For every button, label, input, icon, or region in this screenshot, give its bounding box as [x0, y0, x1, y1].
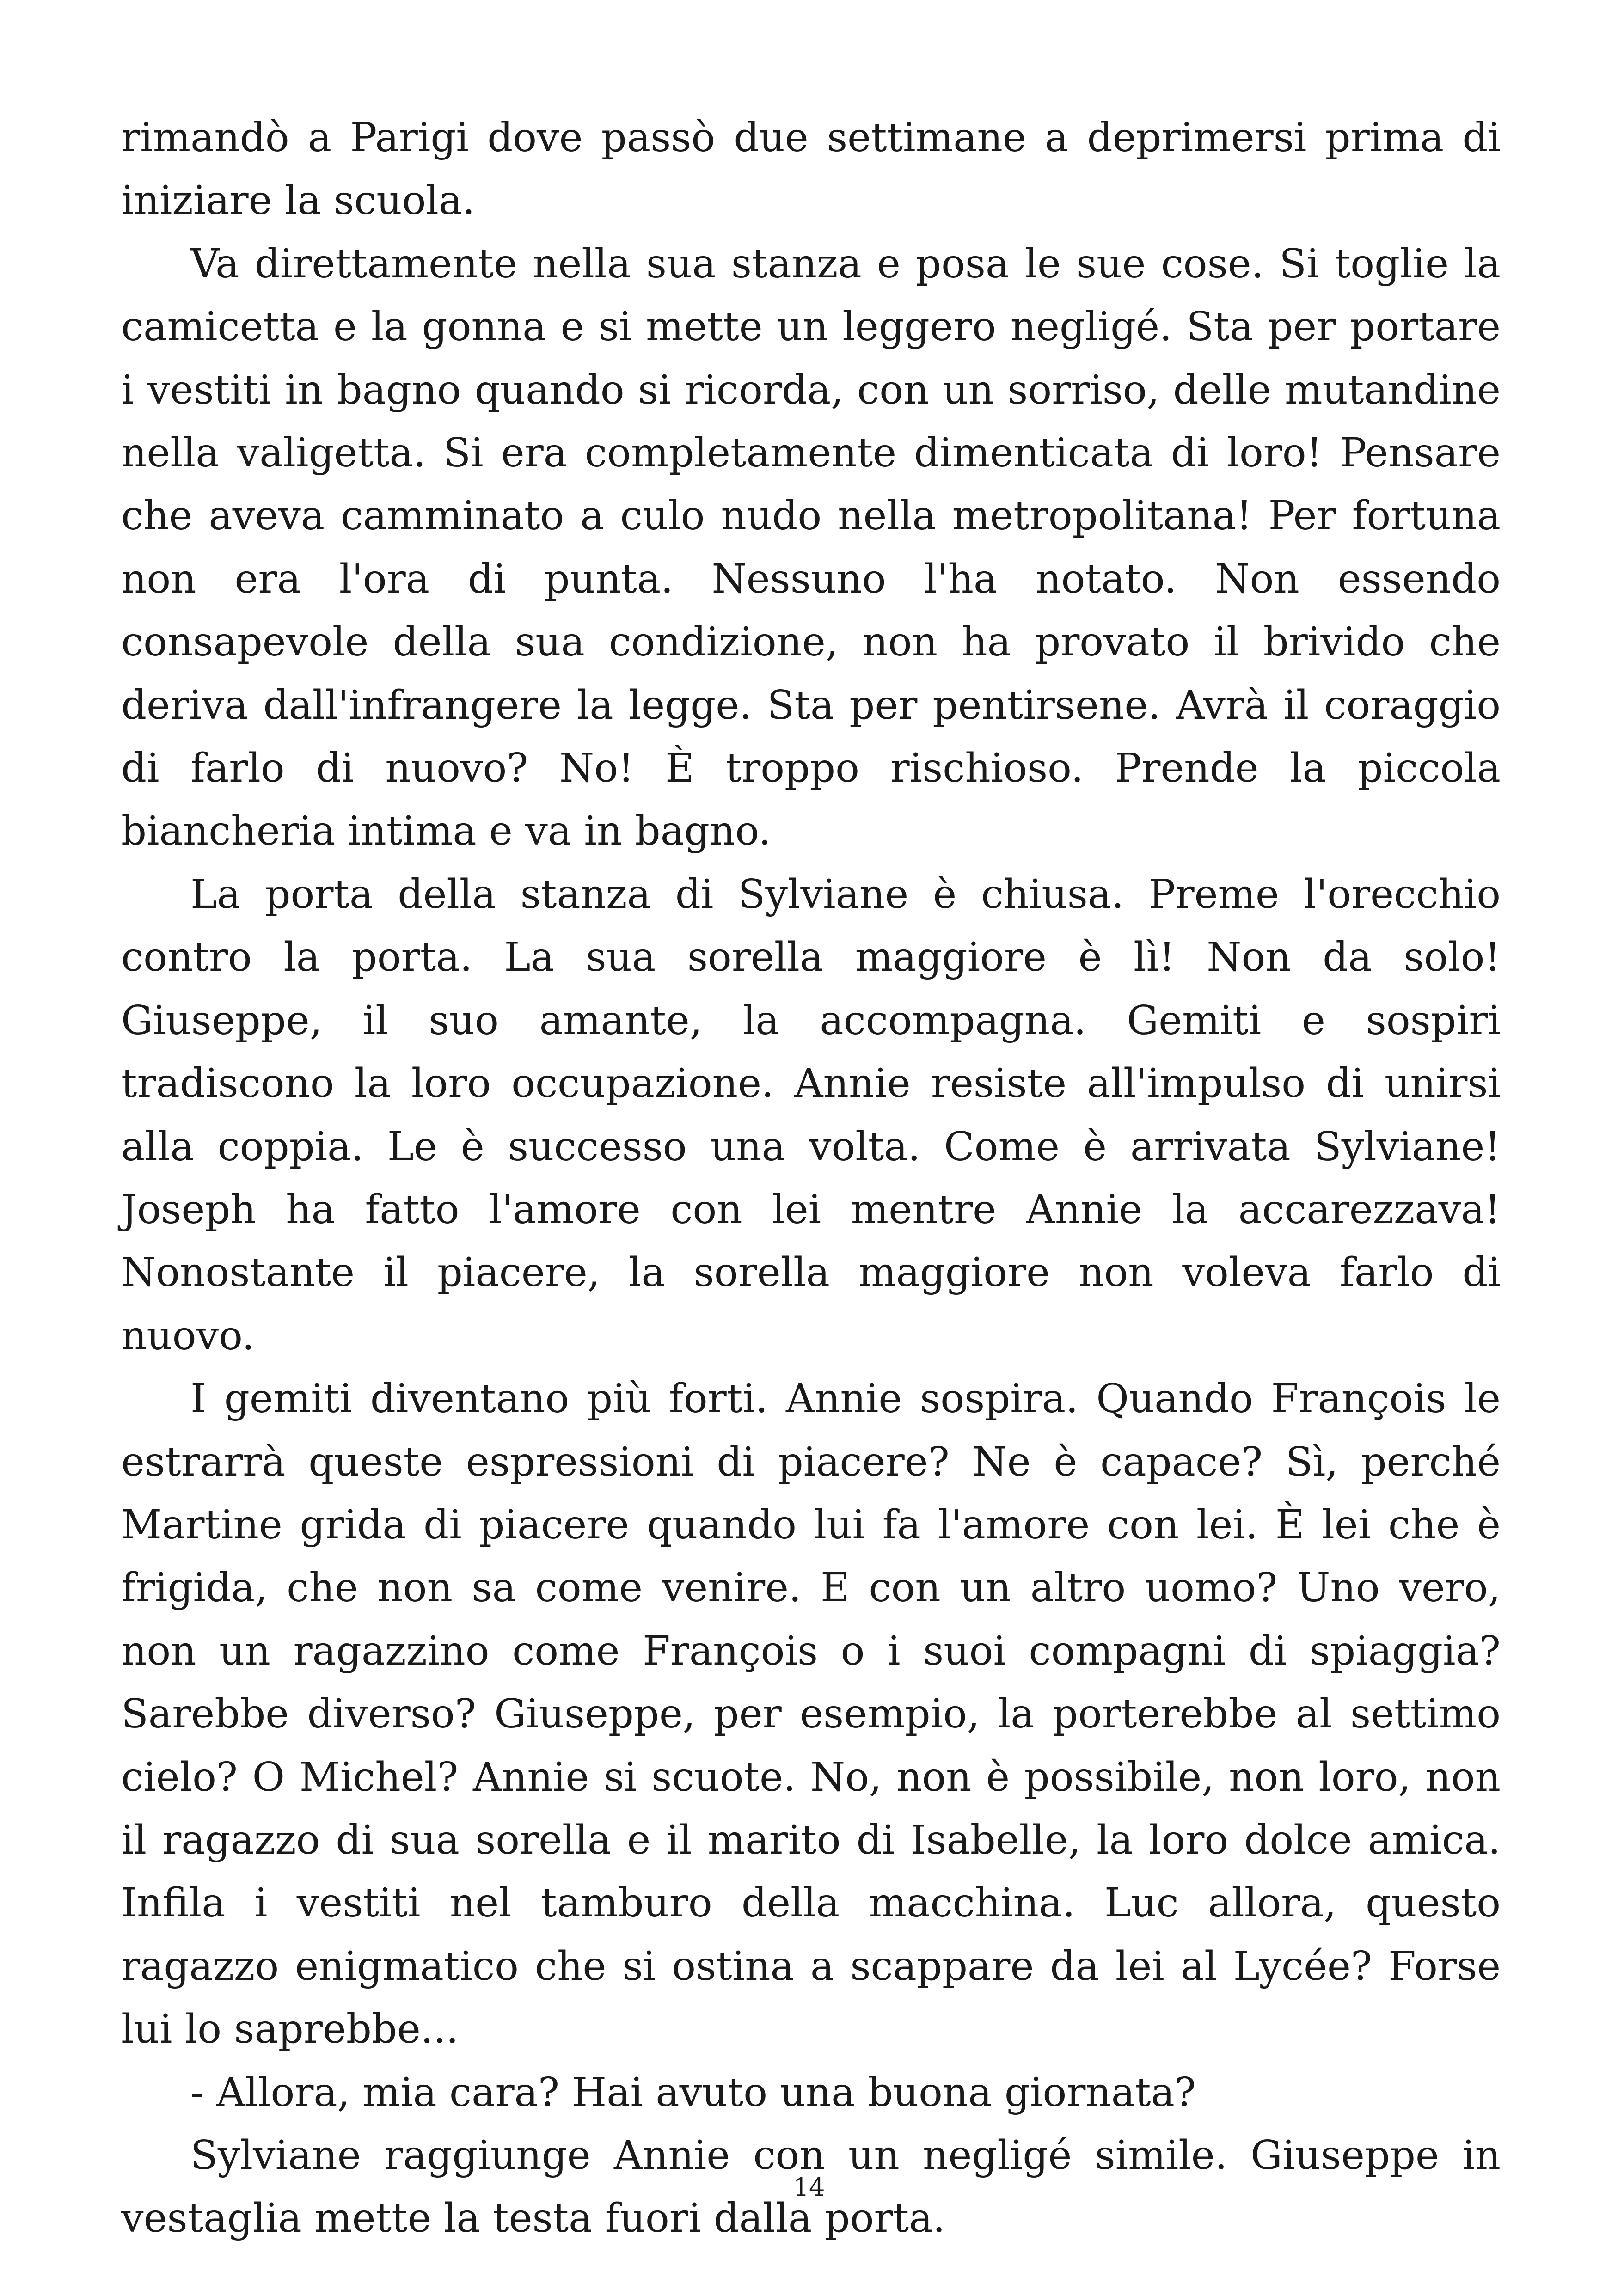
paragraph: I gemiti diventano più forti. Annie sospira. Quando François le estrarrà queste espressioni di piacere? Ne è capace? Sì, perché Martine grida di piacere quando lui fa l'amore con lei. È lei che è frigida, che non sa come venire. E con un altro uomo? Uno vero, non un ragazzino come François o i suoi compagni di spiaggia? Sarebbe diverso? Giuseppe, per esempio, la porterebbe al settimo cielo? O Michel? Annie si scuote. No, non è possibile, non loro, non il ragazzo di sua sorella e il marito di Isabelle, la loro dolce amica. Infila i vestiti nel tamburo della macchina. Luc allora, questo ragazzo enigmatico che si ostina a scappare da lei al Lycée? Forse lui lo saprebbe... [121, 1376, 1501, 2053]
paragraph: Va direttamente nella sua stanza e posa le sue cose. Si toglie la camicetta e la gonna e si mette un leggero negligé. Sta per portare i vestiti in bagno quando si ricorda, con un sorriso, delle mutandine nella valigetta. Si era completamente dimenticata di loro! Pensare che aveva camminato a culo nudo nella metropolitana! Per fortuna non era l'ora di punta. Nessuno l'ha notato. Non essendo consapevole della sua condizione, non ha provato il brivido che deriva dall'infrangere la legge. Sta per pentirsene. Avrà il coraggio di farlo di nuovo? No! È troppo rischioso. Prende la piccola biancheria intima e va in bagno. [121, 240, 1501, 855]
paragraph: Sylviane raggiunge Annie con un negligé simile. Giuseppe in vestaglia mette la testa fuori dalla porta. [121, 2132, 1501, 2242]
dialogue-line: - Allora, mia cara? Hai avuto una buona giornata? [190, 2069, 1196, 2116]
body-text [121, 106, 1501, 2250]
paragraph: La porta della stanza di Sylviane è chiusa. Preme l'orecchio contro la porta. La sua sorella maggiore è lì! Non da solo! Giuseppe, il suo amante, la accompagna. Gemiti e sospiri tradiscono la loro occupazione. Annie resiste all'impulso di unirsi alla coppia. Le è successo una volta. Come è arrivata Sylviane! Joseph ha fatto l'amore con lei mentre Annie la accarezzava! Nonostante il piacere, la sorella maggiore non voleva farlo di nuovo. [121, 871, 1501, 1359]
paragraph-continuation: rimandò a Parigi dove passò due settimane a deprimersi prima di iniziare la scuola. [121, 115, 1501, 224]
page-number: 14 [793, 2173, 825, 2202]
